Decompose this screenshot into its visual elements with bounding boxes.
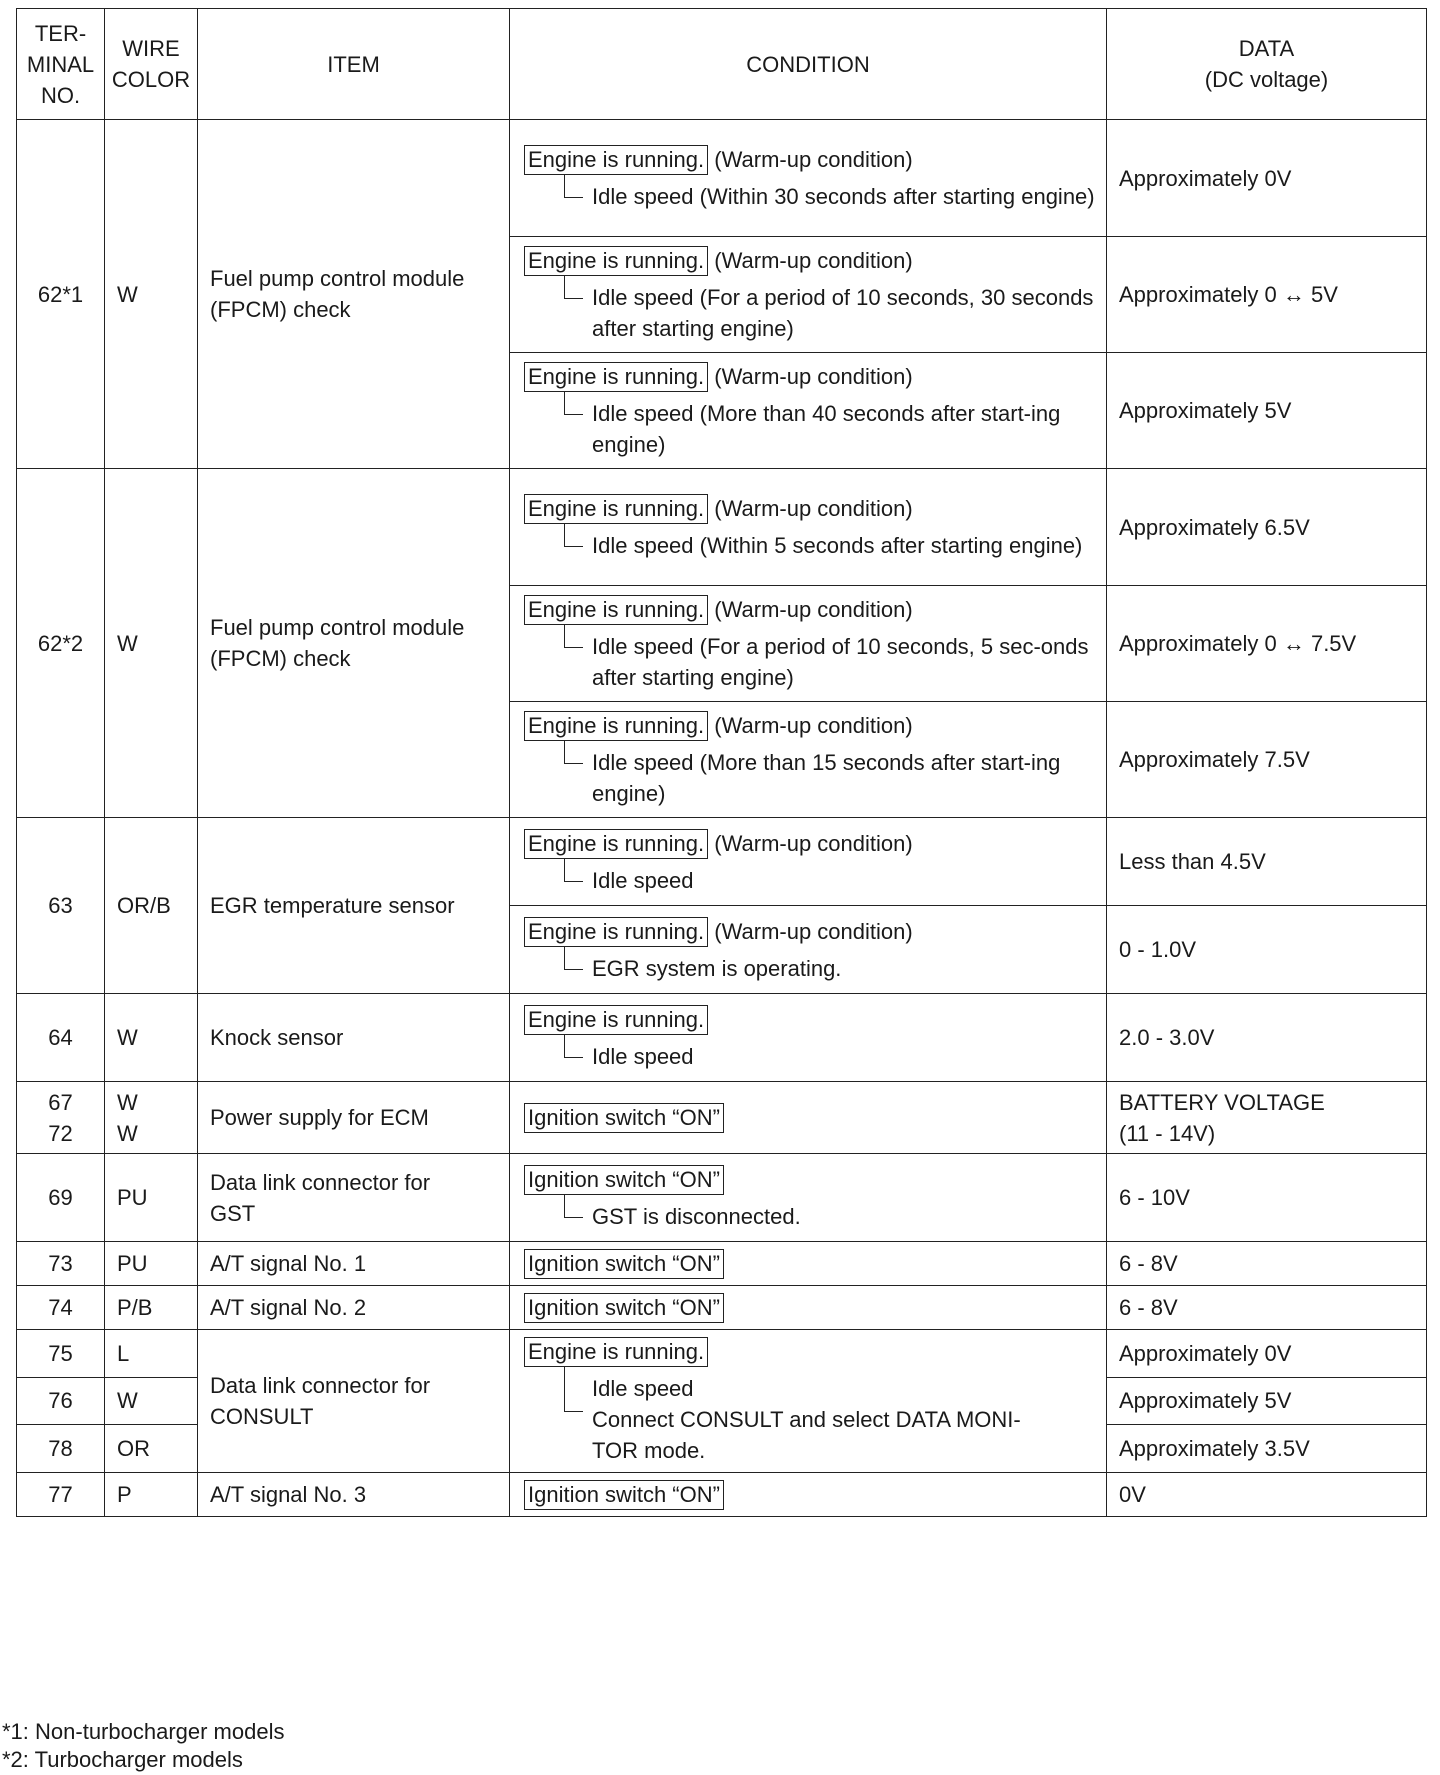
data-cell: 0 - 1.0V <box>1107 906 1427 994</box>
data-cell: Approximately 0V <box>1107 1330 1427 1378</box>
data-cell: Approximately 7.5V <box>1107 702 1427 818</box>
sub-condition: TOR mode. <box>592 1438 706 1463</box>
table-row <box>17 1154 1427 1242</box>
terminal-cell: 76 <box>17 1377 105 1425</box>
sub-condition: Idle speed (Within 30 seconds after starting engine) <box>592 184 1095 209</box>
data-cell: 6 - 8V <box>1107 1242 1427 1286</box>
header-row <box>17 9 1427 120</box>
table-row <box>17 994 1427 1082</box>
condition-cell <box>510 1154 1107 1242</box>
condition-box: Engine is running. <box>524 246 708 276</box>
wire-color-cell: W W <box>105 1082 198 1154</box>
condition-box: Engine is running. <box>524 917 708 947</box>
condition-cell: Engine is running. (Warm-up condition) Idle speed (More than 15 seconds after start-ing engine) <box>510 702 1107 818</box>
condition-box: Engine is running. <box>524 829 708 859</box>
wire-color-cell: OR/B <box>105 818 198 994</box>
data-cell: 2.0 - 3.0V <box>1107 994 1427 1082</box>
terminal-cell: 74 <box>17 1286 105 1330</box>
wire-color-cell: PU <box>105 1154 198 1242</box>
terminal-cell: 77 <box>17 1473 105 1517</box>
sub-condition: Connect CONSULT and select DATA MONI- <box>592 1407 1021 1432</box>
sub-condition: Idle speed <box>592 1043 694 1069</box>
sub-condition: Idle speed (For a period of 10 seconds, 30 seconds after starting engine) <box>592 285 1094 341</box>
data-cell: 0V <box>1107 1473 1427 1517</box>
condition-box: Ignition switch “ON” <box>524 1165 724 1195</box>
data-cell: Approximately 5V <box>1107 353 1427 469</box>
wire-color-cell: W <box>105 120 198 469</box>
item-cell: Data link connector for GST <box>198 1154 510 1242</box>
wire-color-cell: OR <box>105 1425 198 1473</box>
condition-cell <box>510 1082 1107 1154</box>
condition-box: Ignition switch “ON” <box>524 1249 724 1279</box>
condition-cell: Engine is running. (Warm-up condition) Idle speed (Within 5 seconds after starting engine) <box>510 469 1107 586</box>
terminal-cell: 69 <box>17 1154 105 1242</box>
condition-box: Engine is running. <box>524 711 708 741</box>
table-row <box>17 818 1427 906</box>
wire-color-cell: W <box>105 994 198 1082</box>
table-row <box>17 469 1427 586</box>
condition-cell: Engine is running. (Warm-up condition) Idle speed <box>510 818 1107 906</box>
item-cell: A/T signal No. 3 <box>198 1473 510 1517</box>
footnote-2: *2: Turbocharger models <box>2 1747 243 1772</box>
condition-box: Engine is running. <box>524 595 708 625</box>
header-condition: CONDITION <box>510 9 1107 120</box>
data-cell: Less than 4.5V <box>1107 818 1427 906</box>
header-wire-color: WIRE COLOR <box>105 9 198 120</box>
sub-condition: EGR system is operating. <box>592 955 842 981</box>
condition-box: Engine is running. <box>524 145 708 175</box>
condition-box: Ignition switch “ON” <box>524 1103 724 1133</box>
condition-box: Engine is running. <box>524 494 708 524</box>
condition-box: Ignition switch “ON” <box>524 1480 724 1510</box>
condition-cell <box>510 1473 1107 1517</box>
data-cell: Approximately 0 ↔ 5V <box>1107 237 1427 353</box>
sub-condition: Idle speed (More than 15 seconds after start-ing engine) <box>592 750 1061 806</box>
data-cell: BATTERY VOLTAGE (11 - 14V) <box>1107 1082 1427 1154</box>
item-cell: EGR temperature sensor <box>198 818 510 994</box>
table-row <box>17 1286 1427 1330</box>
data-cell: 6 - 8V <box>1107 1286 1427 1330</box>
condition-box: Engine is running. <box>524 1005 708 1035</box>
item-cell: A/T signal No. 1 <box>198 1242 510 1286</box>
item-cell: Fuel pump control module (FPCM) check <box>198 120 510 469</box>
ecm-terminal-table <box>16 8 1427 1517</box>
sub-condition: Idle speed <box>592 867 694 893</box>
condition-box: Ignition switch “ON” <box>524 1293 724 1323</box>
table-row <box>17 1082 1427 1154</box>
wire-color-cell: PU <box>105 1242 198 1286</box>
terminal-data-sheet <box>16 8 1426 1517</box>
wire-color-cell: P <box>105 1473 198 1517</box>
item-cell: A/T signal No. 2 <box>198 1286 510 1330</box>
data-cell: Approximately 0V <box>1107 120 1427 237</box>
data-cell: Approximately 0 ↔ 7.5V <box>1107 586 1427 702</box>
wire-color-cell: W <box>105 1377 198 1425</box>
condition-cell <box>510 1286 1107 1330</box>
sub-condition: Idle speed (More than 40 seconds after start-ing engine) <box>592 401 1061 457</box>
table-row <box>17 1242 1427 1286</box>
header-data: DATA (DC voltage) <box>1107 9 1427 120</box>
table-row <box>17 120 1427 237</box>
data-cell: Approximately 3.5V <box>1107 1425 1427 1473</box>
data-cell: Approximately 6.5V <box>1107 469 1427 586</box>
condition-box: Engine is running. <box>524 362 708 392</box>
table-row <box>17 1473 1427 1517</box>
terminal-cell: 75 <box>17 1330 105 1378</box>
item-cell: Fuel pump control module (FPCM) check <box>198 469 510 818</box>
header-terminal: TER- MINAL NO. <box>17 9 105 120</box>
item-cell: Knock sensor <box>198 994 510 1082</box>
condition-cell: Engine is running. (Warm-up condition) Idle speed (For a period of 10 seconds, 30 seconds after starting engine) <box>510 237 1107 353</box>
condition-cell <box>510 1242 1107 1286</box>
data-cell: Approximately 5V <box>1107 1377 1427 1425</box>
sub-condition: GST is disconnected. <box>592 1203 801 1229</box>
sub-condition: Idle speed (Within 5 seconds after starting engine) <box>592 533 1083 558</box>
condition-cell <box>510 1330 1107 1473</box>
wire-color-cell: L <box>105 1330 198 1378</box>
condition-cell: Engine is running. (Warm-up condition) Idle speed (Within 30 seconds after starting engine) <box>510 120 1107 237</box>
condition-box: Engine is running. <box>524 1337 708 1367</box>
sub-condition: Idle speed (For a period of 10 seconds, 5 sec-onds after starting engine) <box>592 634 1089 690</box>
terminal-cell: 64 <box>17 994 105 1082</box>
terminal-cell: 62*1 <box>17 120 105 469</box>
condition-cell <box>510 994 1107 1082</box>
table-row <box>17 1330 1427 1378</box>
wire-color-cell: P/B <box>105 1286 198 1330</box>
terminal-cell: 63 <box>17 818 105 994</box>
condition-cell: Engine is running. (Warm-up condition) Idle speed (For a period of 10 seconds, 5 sec-onds after starting engine) <box>510 586 1107 702</box>
terminal-cell: 62*2 <box>17 469 105 818</box>
sub-condition: Idle speed <box>592 1376 694 1401</box>
terminal-cell: 78 <box>17 1425 105 1473</box>
wire-color-cell: W <box>105 469 198 818</box>
header-item: ITEM <box>198 9 510 120</box>
terminal-cell: 67 72 <box>17 1082 105 1154</box>
footnote-1: *1: Non-turbocharger models <box>2 1719 285 1744</box>
condition-cell: Engine is running. (Warm-up condition) EGR system is operating. <box>510 906 1107 994</box>
item-cell: Data link connector for CONSULT <box>198 1330 510 1473</box>
data-cell: 6 - 10V <box>1107 1154 1427 1242</box>
terminal-cell: 73 <box>17 1242 105 1286</box>
condition-cell: Engine is running. (Warm-up condition) Idle speed (More than 40 seconds after start-ing engine) <box>510 353 1107 469</box>
item-cell: Power supply for ECM <box>198 1082 510 1154</box>
